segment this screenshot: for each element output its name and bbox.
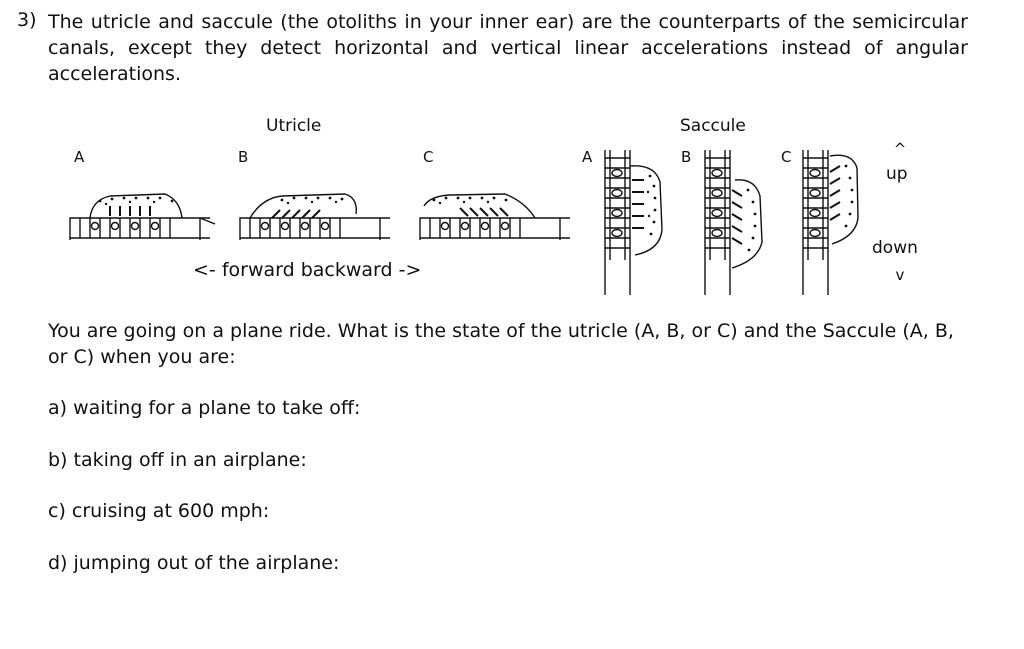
otolith-figure (0, 110, 1024, 310)
utricle-title: Utricle (266, 116, 322, 136)
utricle-b-drawing (240, 194, 390, 240)
utricle-c-drawing (420, 194, 570, 240)
up-arrow-icon: ^ (893, 140, 907, 158)
question-prompt: You are going on a plane ride. What is the state of the utricle (A, B, or C) and the Saccule (A, B, or C) when you are: (48, 320, 954, 368)
saccule-label-a: A (582, 148, 593, 166)
saccule-c-drawing (803, 150, 858, 295)
question-number: 3) (17, 9, 37, 31)
saccule-label-c: C (781, 148, 792, 166)
up-label: up (886, 164, 908, 184)
utricle-label-a: A (74, 148, 85, 166)
item-d: d) jumping out of the airplane: (48, 552, 340, 574)
item-c: c) cruising at 600 mph: (48, 500, 270, 522)
saccule-title: Saccule (680, 116, 746, 136)
item-a: a) waiting for a plane to take off: (48, 397, 361, 419)
direction-label: <- forward backward -> (193, 259, 422, 281)
saccule-label-b: B (681, 148, 692, 166)
utricle-a-drawing (70, 194, 215, 240)
item-b: b) taking off in an airplane: (48, 449, 307, 471)
question-text: The utricle and saccule (the otoliths in your inner ear) are the counterparts of the semicircular canals, except they detect horizontal and vertical linear accelerations instead of angular accelerations. (48, 11, 968, 85)
saccule-b-drawing (705, 150, 762, 295)
utricle-label-b: B (238, 148, 249, 166)
down-arrow-icon: v (895, 266, 905, 284)
down-label: down (872, 238, 918, 258)
utricle-label-c: C (423, 148, 434, 166)
